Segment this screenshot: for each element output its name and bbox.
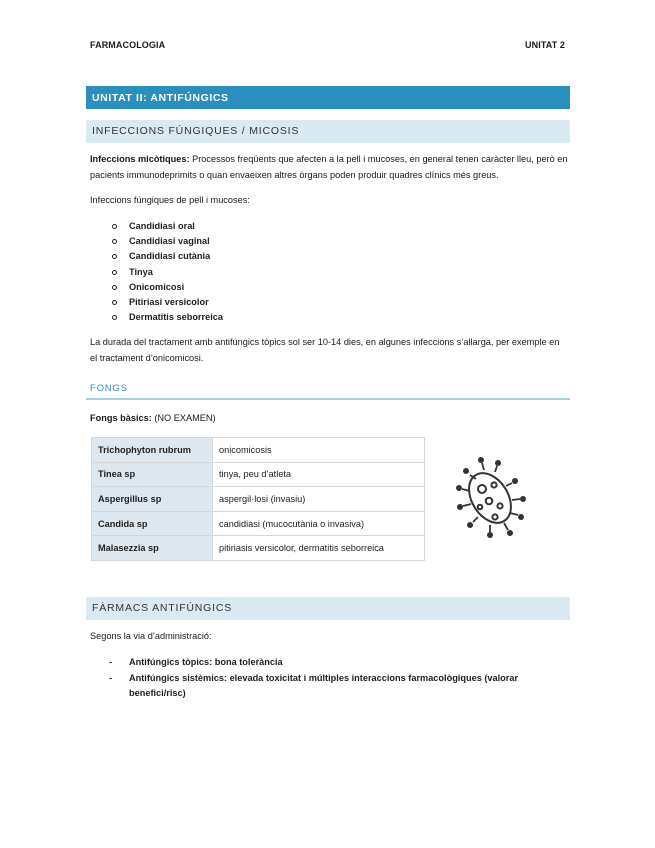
skin-infections-list	[110, 219, 223, 325]
list-item: Onicomicosi	[110, 280, 223, 295]
fungus-disease: candidiasi (mucocutània o invasiva)	[213, 511, 425, 536]
unit-title: UNITAT II: ANTIFÚNGICS	[86, 86, 570, 109]
section-infeccions: INFECCIONS FÚNGIQUES / MICOSIS	[86, 120, 570, 143]
list-item: - Antifúngics tòpics: bona tolerància	[108, 655, 528, 671]
table-row	[92, 487, 425, 512]
list-item: Candidiasi oral	[110, 219, 223, 234]
skin-infections-lead: Infeccions fúngiques de pell i mucoses:	[90, 195, 250, 205]
section-fongs: FONGS	[90, 383, 128, 394]
intro-text: Processos freqüents que afecten a la pell i mucoses, en general tenen caràcter lleu, però en pacients immunodeprimits o quan envaeixen altres òrgans poden produir quadres clínics més greus.	[90, 154, 568, 180]
list-item: Tinya	[110, 265, 223, 280]
table-row	[92, 438, 425, 463]
fungus-name: Candida sp	[92, 511, 213, 536]
fungus-name: Trichophyton rubrum	[92, 438, 213, 463]
table-row	[92, 511, 425, 536]
fungus-name: Aspergillus sp	[92, 487, 213, 512]
fongs-lead	[90, 411, 568, 427]
list-item: - Antifúngics sistèmics: elevada toxicitat i múltiples interaccions farmacològiques (valorar benefici/risc)	[108, 671, 528, 702]
list-item: Dermatitis seborreica	[110, 310, 223, 325]
list-item: Pitiriasi versicolor	[110, 295, 223, 310]
header-left: FARMACOLOGIA	[90, 40, 166, 50]
admin-lead: Segons la via d’administració:	[90, 631, 212, 641]
fungus-disease: aspergil·losi (invasiu)	[213, 487, 425, 512]
intro-label: Infeccions micòtiques:	[90, 154, 190, 164]
fongs-lead-note: (NO EXAMEN)	[151, 413, 216, 423]
fungus-icon	[452, 455, 528, 541]
fungus-name: Tinea sp	[92, 462, 213, 487]
fungus-disease: onicomicosis	[213, 438, 425, 463]
table-row	[92, 462, 425, 487]
admin-list	[108, 655, 528, 702]
section-farmacs: FÀRMACS ANTIFÚNGICS	[86, 597, 570, 620]
fungus-name: Malasezzia sp	[92, 536, 213, 561]
list-item: Candidiasi cutània	[110, 249, 223, 264]
section-divider	[86, 398, 570, 400]
fungi-table	[91, 437, 425, 561]
fungus-disease: pitiriasis versicolor, dermatitis seborreica	[213, 536, 425, 561]
intro-paragraph	[90, 152, 568, 183]
table-row	[92, 536, 425, 561]
list-item: Candidiasi vaginal	[110, 234, 223, 249]
header-right: UNITAT 2	[525, 40, 565, 50]
fongs-lead-label: Fongs bàsics:	[90, 413, 152, 423]
fungus-disease: tinya, peu d’atleta	[213, 462, 425, 487]
duration-paragraph: La durada del tractament amb antifúngics tòpics sol ser 10-14 dies, en algunes infeccions s’allarga, per exemple en el tractament d’onicomicosi.	[90, 337, 560, 363]
